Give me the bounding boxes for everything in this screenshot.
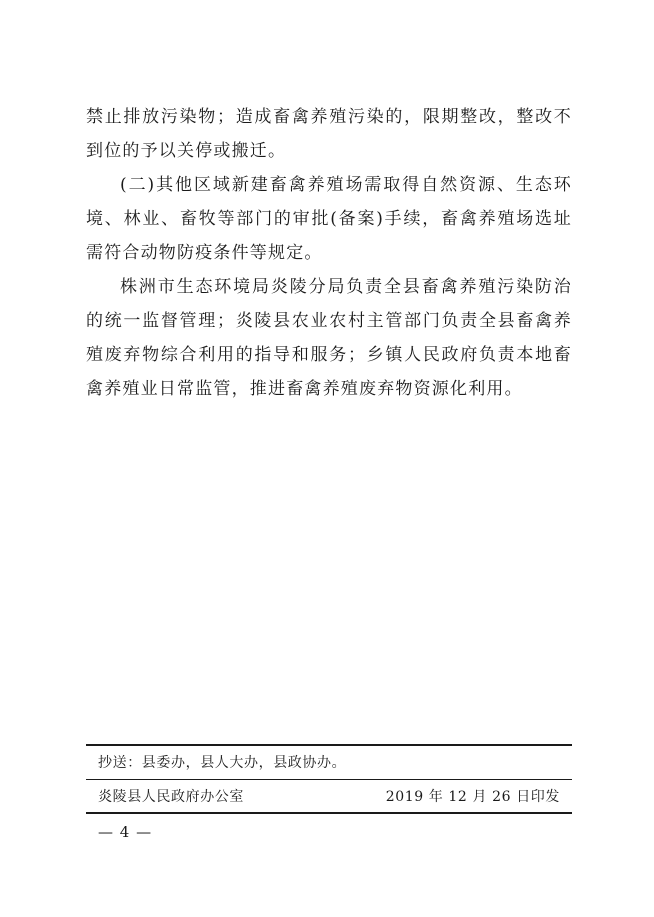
paragraph-continuation: 禁止排放污染物；造成畜禽养殖污染的，限期整改，整改不到位的予以关停或搬迁。 <box>86 107 572 161</box>
footer-top-rule <box>86 744 572 746</box>
cc-recipients: 抄送：县委办，县人大办，县政协办。 <box>98 755 347 771</box>
paragraph-responsibilities: 株洲市生态环境局炎陵分局负责全县畜禽养殖污染防治的统一监督管理；炎陵县农业农村主管部门负责全县畜禽养殖废弃物综合利用的指导和服务；乡镇人民政府负责本地畜禽养殖业日常监管，推进畜禽养殖废弃物资源化利用。 <box>86 277 572 399</box>
footer-bottom-rule <box>86 812 572 814</box>
paragraph-other-regions: (二)其他区域新建畜禽养殖场需取得自然资源、生态环境、林业、畜牧等部门的审批(备案)手续，畜禽养殖场选址需符合动物防疫条件等规定。 <box>86 175 572 263</box>
footer-middle-rule <box>86 779 572 780</box>
issuer-name: 炎陵县人民政府办公室 <box>98 789 244 805</box>
issue-date: 2019 年 12 月 26 日印发 <box>385 789 560 805</box>
issuer-line <box>98 787 560 807</box>
page-number: — 4 — <box>98 823 153 841</box>
document-body <box>86 100 572 406</box>
